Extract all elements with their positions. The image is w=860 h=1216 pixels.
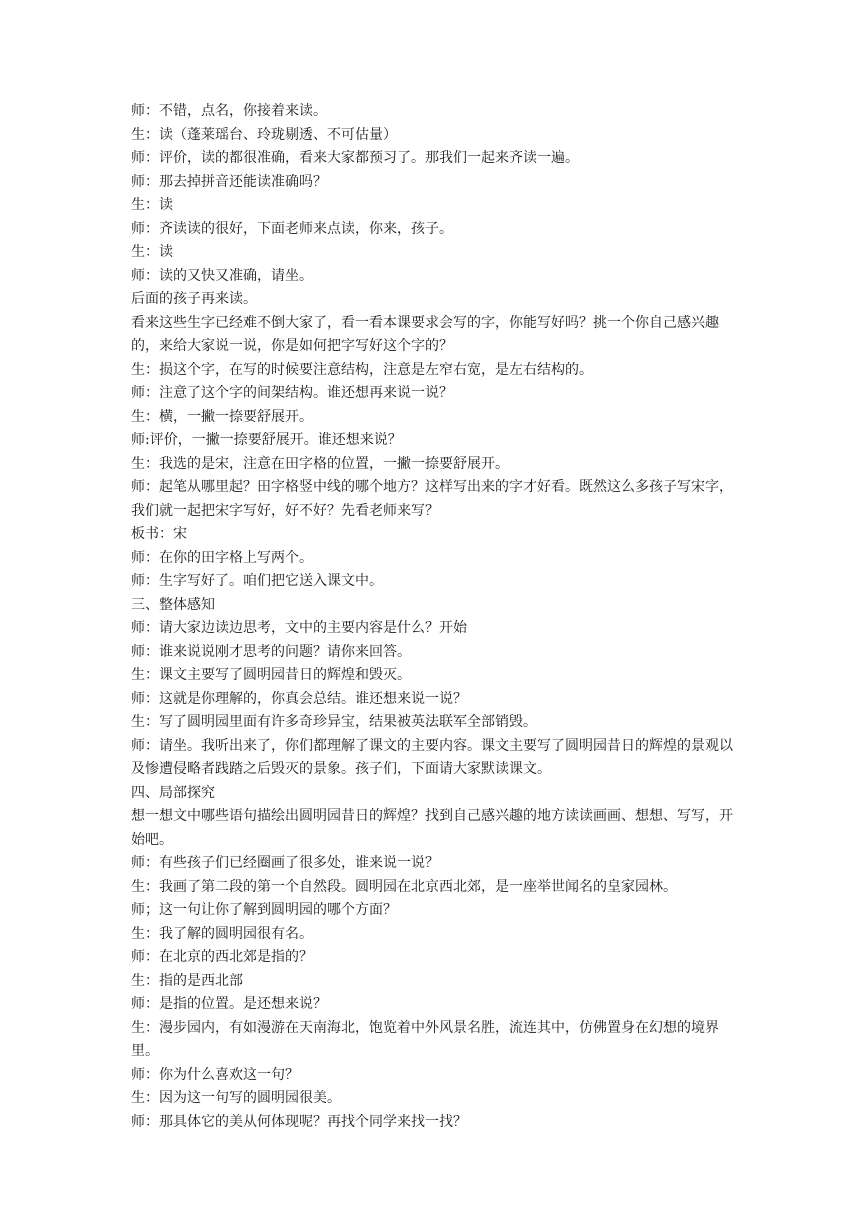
paragraph: 看来这些生字已经难不倒大家了，看一看本课要求会写的字，你能写好吗？挑一个你自己感兴趣的，来给大家说一说，你是如何把字写好这个字的？ [131,314,719,354]
paragraph: 师：那去掉拼音还能读准确吗？ [131,173,327,190]
paragraph: 生：指的是西北部 [131,972,243,989]
paragraph: 师：读的又快又准确，请坐。 [131,267,313,284]
paragraph: 师：是指的位置。是还想来说？ [131,996,327,1012]
paragraph: 生：因为这一句写的圆明园很美。 [131,1090,341,1106]
paragraph: 师：不错，点名，你接着来读。 [131,103,327,119]
paragraph: 师：在北京的西北郊是指的？ [131,949,313,965]
document-body [131,100,741,1134]
paragraph: 师：请大家边读边思考，文中的主要内容是什么？开始 [131,620,467,636]
paragraph: 生：写了圆明园里面有许多奇珍异宝，结果被英法联军全部销毁。 [131,714,537,730]
paragraph: 师：请坐。我听出来了，你们都理解了课文的主要内容。课文主要写了圆明园昔日的辉煌的景观以及惨遭侵略者践踏之后毁灭的景象。孩子们，下面请大家默读课文。 [131,737,733,777]
paragraph: 师：你为什么喜欢这一句？ [131,1066,299,1083]
paragraph: 板书：宋 [131,526,187,542]
paragraph: 生：我选的是宋，注意在田字格的位置，一撇一捺要舒展开。 [131,455,509,472]
paragraph: 想一想文中哪些语句描绘出圆明园昔日的辉煌？找到自己感兴趣的地方读读画画、想想、写写，开始吧。 [131,808,733,848]
paragraph: 师；这一句让你了解到圆明园的哪个方面？ [131,902,397,918]
paragraph: 师：谁来说说刚才思考的问题？请你来回答。 [131,643,411,660]
paragraph: 生：我画了第二段的第一个自然段。圆明园在北京西北郊，是一座举世闻名的皇家园林。 [131,878,677,895]
paragraph: 师：评价，读的都很准确，看来大家都预习了。那我们一起来齐读一遍。 [131,150,579,166]
paragraph: 师：注意了这个字的间架结构。谁还想再来说一说？ [131,385,453,401]
paragraph: 生：读 [131,197,173,213]
paragraph: 师：有些孩子们已经圈画了很多处，谁来说一说？ [131,855,439,871]
paragraph: 师：那具体它的美从何体现呢？再找个同学来找一找？ [131,1113,467,1130]
section-heading: 三、整体感知 [131,596,215,613]
paragraph: 生：读 [131,244,173,260]
paragraph: 师：生字写好了。咱们把它送入课文中。 [131,573,383,589]
paragraph: 师:评价，一撇一捺要舒展开。谁还想来说？ [131,432,402,448]
paragraph: 师：在你的田字格上写两个。 [131,549,313,566]
paragraph: 后面的孩子再来读。 [131,291,257,307]
paragraph: 师：齐读读的很好，下面老师来点读，你来，孩子。 [131,220,453,237]
paragraph: 生：读（蓬莱瑶台、玲珑剔透、不可估量） [131,126,397,143]
paragraph: 师：这就是你理解的，你真会总结。谁还想来说一说？ [131,690,467,707]
paragraph: 生：损这个字，在写的时候要注意结构，注意是左窄右宽，是左右结构的。 [131,361,593,378]
paragraph: 生：我了解的圆明园很有名。 [131,925,313,942]
section-heading: 四、局部探究 [131,784,215,801]
paragraph: 生：横，一撇一捺要舒展开。 [131,408,313,425]
paragraph: 生：漫步园内，有如漫游在天南海北，饱览着中外风景名胜，流连其中，仿佛置身在幻想的境界里。 [131,1019,719,1059]
paragraph: 师：起笔从哪里起？田字格竖中线的哪个地方？这样写出来的字才好看。既然这么多孩子写宋字，我们就一起把宋字写好，好不好？先看老师来写？ [131,479,733,519]
paragraph: 生：课文主要写了圆明园昔日的辉煌和毁灭。 [131,667,411,683]
